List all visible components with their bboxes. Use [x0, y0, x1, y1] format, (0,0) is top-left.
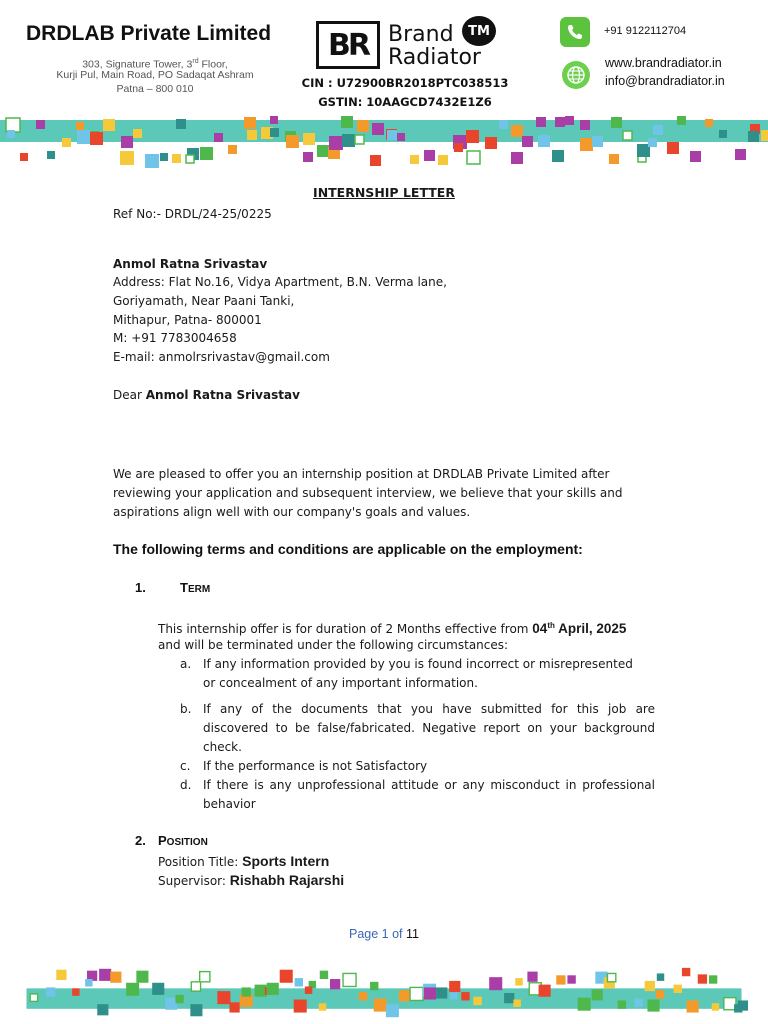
- confetti-square: [191, 982, 200, 991]
- phone-icon: [560, 17, 590, 47]
- address-line: Goriyamath, Near Paani Tanki,: [113, 294, 295, 308]
- address-line: Address: Flat No.16, Vidya Apartment, B.N. Verma lane,: [113, 275, 447, 289]
- confetti-square: [499, 120, 508, 129]
- email-link[interactable]: info@brandradiator.in: [605, 74, 725, 88]
- confetti-square: [152, 983, 164, 995]
- list-marker: d.: [180, 778, 192, 792]
- confetti-square: [136, 971, 148, 983]
- confetti-square: [611, 117, 622, 128]
- company-address-line3: Patna – 800 010: [116, 83, 194, 95]
- confetti-square: [410, 987, 423, 1000]
- confetti-square: [698, 974, 707, 983]
- confetti-square: [357, 120, 369, 132]
- confetti-square: [190, 1004, 202, 1016]
- confetti-square: [200, 147, 213, 160]
- recipient-mobile: M: +91 7783004658: [113, 331, 237, 345]
- confetti-square: [515, 978, 522, 985]
- globe-icon: [562, 61, 590, 89]
- confetti-square: [690, 151, 701, 162]
- page-indicator: Page 1 of 11: [349, 927, 419, 941]
- confetti-square: [330, 979, 340, 989]
- confetti-square: [580, 120, 590, 130]
- confetti-square: [175, 995, 183, 1003]
- confetti-square: [295, 978, 303, 986]
- confetti-square: [30, 994, 37, 1001]
- confetti-square: [62, 138, 71, 147]
- confetti-square: [77, 130, 91, 144]
- confetti-square: [634, 999, 642, 1007]
- website-link[interactable]: www.brandradiator.in: [605, 56, 722, 70]
- confetti-square: [97, 1004, 108, 1015]
- confetti-square: [36, 120, 45, 129]
- list-item: behavior: [203, 797, 256, 811]
- confetti-square: [374, 999, 387, 1012]
- confetti-square: [372, 123, 384, 135]
- confetti-square: [410, 155, 419, 164]
- brand-logo: BR: [316, 21, 380, 69]
- confetti-square: [466, 130, 479, 143]
- confetti-square: [489, 977, 502, 990]
- confetti-square: [555, 117, 565, 127]
- confetti-square: [56, 970, 66, 980]
- confetti-square: [424, 150, 435, 161]
- confetti-square: [647, 1000, 659, 1012]
- confetti-square: [370, 982, 378, 990]
- decorative-band-bottom: [0, 966, 768, 1020]
- intro-line: We are pleased to offer you an internship position at DRDLAB Private Limited after: [113, 467, 610, 481]
- confetti-square: [355, 135, 364, 144]
- confetti-square: [72, 988, 79, 995]
- confetti-square: [748, 131, 759, 142]
- confetti-square: [511, 152, 523, 164]
- confetti-square: [656, 990, 664, 998]
- confetti-square: [454, 143, 463, 152]
- letter-title: INTERNSHIP LETTER: [313, 185, 455, 200]
- section-term-label: TERM: [180, 580, 211, 595]
- confetti-square: [674, 985, 682, 993]
- confetti-square: [145, 154, 159, 168]
- confetti-square: [342, 134, 355, 147]
- confetti-square: [126, 983, 139, 996]
- confetti-square: [436, 987, 447, 998]
- confetti-square: [580, 138, 593, 151]
- confetti-square: [267, 983, 279, 995]
- confetti-square: [653, 125, 663, 135]
- confetti-square: [76, 122, 84, 130]
- confetti-square: [294, 1000, 307, 1013]
- confetti-square: [133, 129, 142, 138]
- confetti-square: [120, 151, 134, 165]
- reference-number: Ref No:- DRDL/24-25/0225: [113, 207, 272, 221]
- confetti-square: [329, 136, 343, 150]
- confetti-square: [761, 130, 768, 141]
- terms-heading: The following terms and conditions are applicable on the employment:: [113, 541, 583, 557]
- confetti-square: [242, 987, 251, 996]
- confetti-square: [280, 970, 293, 983]
- confetti-square: [592, 989, 603, 1000]
- confetti-square: [200, 972, 210, 982]
- confetti-square: [286, 135, 299, 148]
- confetti-square: [399, 990, 410, 1001]
- confetti-square: [186, 155, 194, 163]
- cin-number: CIN : U72900BR2018PTC038513: [301, 76, 509, 90]
- list-item: check.: [203, 740, 242, 754]
- confetti-square: [467, 151, 480, 164]
- confetti-square: [738, 1000, 748, 1010]
- company-address-line2: Kurji Pul, Main Road, PO Sadaqat Ashram: [56, 69, 254, 81]
- brand-name-line1: Brand: [388, 22, 454, 47]
- confetti-square: [305, 986, 312, 993]
- confetti-square: [217, 991, 230, 1004]
- confetti-square: [719, 130, 727, 138]
- list-item: or concealment of any important information.: [203, 676, 478, 690]
- section-position-label: POSITION: [158, 833, 208, 848]
- list-item: If there is any unprofessional attitude or any misconduct in professional: [203, 778, 655, 792]
- confetti-square: [359, 992, 367, 1000]
- confetti-square: [46, 987, 55, 996]
- list-marker: b.: [180, 702, 192, 716]
- brand-name-line2: Radiator: [388, 45, 481, 70]
- confetti-square: [648, 138, 657, 147]
- confetti-square: [522, 136, 533, 147]
- confetti-square: [172, 154, 181, 163]
- confetti-square: [735, 149, 746, 160]
- intro-line: reviewing your application and subsequent interview, we believe that your skills and: [113, 486, 623, 500]
- confetti-square: [618, 1000, 626, 1008]
- offer-duration: This internship offer is for duration of 2 Months effective from 04th April, 2025: [158, 621, 627, 636]
- confetti-square: [424, 987, 436, 999]
- confetti-square: [578, 998, 591, 1011]
- confetti-square: [370, 155, 381, 166]
- confetti-square: [556, 975, 565, 984]
- confetti-square: [536, 117, 546, 127]
- confetti-square: [214, 133, 223, 142]
- gstin-number: GSTIN: 10AAGCD7432E1Z6: [318, 95, 492, 109]
- confetti-square: [386, 1004, 399, 1017]
- confetti-square: [623, 131, 632, 140]
- list-marker: a.: [180, 657, 192, 671]
- confetti-square: [667, 142, 679, 154]
- confetti-square: [6, 118, 20, 132]
- confetti-square: [709, 975, 717, 983]
- recipient-name: Anmol Ratna Srivastav: [113, 257, 268, 271]
- confetti-square: [485, 137, 497, 149]
- confetti-square: [244, 117, 256, 129]
- list-item: If any information provided by you is found incorrect or misrepresented: [203, 657, 633, 671]
- confetti-square: [645, 981, 655, 991]
- company-address-line1: 303, Signature Tower, 3rd Floor,: [82, 58, 228, 71]
- offer-termination: and will be terminated under the following circumstances:: [158, 638, 509, 652]
- confetti-square: [682, 968, 690, 976]
- confetti-square: [565, 116, 574, 125]
- confetti-square: [47, 151, 55, 159]
- confetti-square: [341, 116, 353, 128]
- confetti-square: [303, 133, 315, 145]
- confetti-square: [677, 116, 686, 125]
- list-item: If the performance is not Satisfactory: [203, 759, 428, 773]
- confetti-square: [85, 979, 92, 986]
- confetti-square: [450, 992, 457, 999]
- confetti-square: [513, 1000, 520, 1007]
- confetti-square: [320, 971, 328, 979]
- address-line: Mithapur, Patna- 800001: [113, 313, 262, 327]
- confetti-square: [438, 155, 448, 165]
- confetti-square: [110, 972, 121, 983]
- confetti-square: [705, 119, 713, 127]
- confetti-square: [103, 119, 115, 131]
- position-title: Position Title: Sports Intern: [158, 853, 330, 869]
- confetti-square: [303, 152, 313, 162]
- confetti-square: [609, 154, 619, 164]
- section-number: 2.: [135, 833, 146, 848]
- confetti-square: [160, 153, 168, 161]
- supervisor: Supervisor: Rishabh Rajarshi: [158, 872, 345, 888]
- confetti-square: [90, 132, 103, 145]
- list-item: If any of the documents that you have submitted for this job are: [203, 702, 655, 716]
- list-item: discovered to be false/fabricated. Negative report on your background: [203, 721, 655, 735]
- confetti-square: [387, 130, 397, 140]
- confetti-square: [99, 969, 111, 981]
- confetti-square: [687, 1000, 699, 1012]
- intro-line: aspirations align well with our company's goals and values.: [113, 505, 471, 519]
- confetti-square: [461, 992, 469, 1000]
- confetti-square: [607, 973, 615, 981]
- confetti-square: [538, 135, 550, 147]
- confetti-square: [449, 981, 460, 992]
- confetti-square: [567, 975, 575, 983]
- confetti-square: [504, 993, 514, 1003]
- confetti-square: [397, 133, 405, 141]
- confetti-square: [343, 973, 356, 986]
- section-number: 1.: [135, 580, 146, 595]
- trademark-badge: TM: [462, 16, 496, 46]
- recipient-email: E-mail: anmolrsrivastav@gmail.com: [113, 350, 330, 364]
- company-name: DRDLAB Private Limited: [26, 22, 272, 45]
- confetti-square: [527, 972, 537, 982]
- confetti-square: [473, 997, 481, 1005]
- confetti-square: [176, 119, 186, 129]
- confetti-square: [270, 116, 278, 124]
- confetti-square: [317, 145, 329, 157]
- list-marker: c.: [180, 759, 191, 773]
- confetti-square: [657, 973, 664, 980]
- confetti-square: [229, 1002, 239, 1012]
- confetti-square: [20, 153, 28, 161]
- confetti-square: [552, 150, 564, 162]
- confetti-square: [712, 1003, 719, 1010]
- confetti-square: [319, 1003, 326, 1010]
- phone-number: +91 9122112704: [604, 25, 687, 37]
- salutation: Dear Anmol Ratna Srivastav: [113, 388, 300, 402]
- confetti-square: [511, 125, 523, 137]
- confetti-square: [228, 145, 237, 154]
- confetti-square: [592, 136, 603, 147]
- confetti-square: [121, 136, 133, 148]
- confetti-square: [247, 130, 257, 140]
- confetti-square: [7, 130, 15, 138]
- confetti-square: [270, 128, 279, 137]
- confetti-square: [539, 985, 551, 997]
- decorative-band-top: [0, 114, 768, 168]
